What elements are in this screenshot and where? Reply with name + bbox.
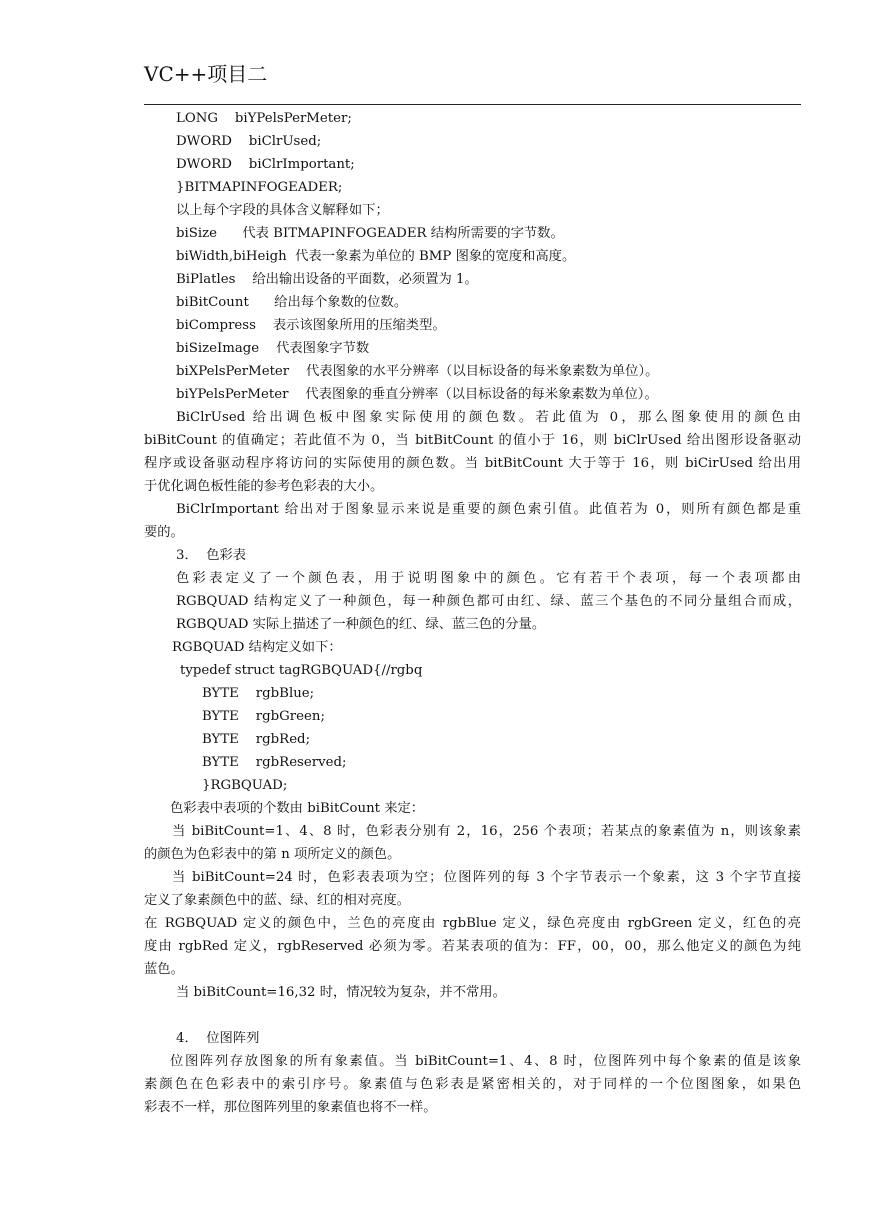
text-line: 色彩表定义了一个颜色表，用于说明图象中的颜色。它有若干个表项，每一个表项都由 bbox=[176, 571, 801, 586]
text-line: 于优化调色板性能的参考色彩表的大小。 bbox=[144, 479, 384, 494]
text-line: BiClrUsed 给出调色板中图象实际使用的颜色数。若此值为 0，那么图象使用的颜色由 bbox=[176, 410, 801, 425]
text-line: biWidth,biHeigh 代表一象素为单位的 BMP 图象的宽度和高度。 bbox=[176, 249, 576, 264]
blank-line bbox=[144, 1004, 801, 1027]
text-line: 当 biBitCount=24 时，色彩表表项为空；位图阵列的每 3 个字节表示一个象素，这 3 个字节直接 bbox=[172, 870, 801, 885]
page-header-title: VC++项目二 bbox=[144, 62, 268, 86]
text-line: 度由 rgbRed 定义，rgbReserved 必须为零。若某表项的值为：FF，00，00，那么他定义的颜色为纯 bbox=[144, 939, 801, 954]
text-line: 定义了象素颜色中的蓝、绿、红的相对亮度。 bbox=[144, 893, 410, 908]
text-line: DWORD biClrUsed; bbox=[176, 134, 322, 149]
text-line: 当 biBitCount=16,32 时，情况较为复杂，并不常用。 bbox=[176, 985, 506, 1000]
text-line: biYPelsPerMeter 代表图象的垂直分辨率（以目标设备的每米象素数为单位）。 bbox=[176, 387, 658, 402]
text-line: 要的。 bbox=[144, 525, 184, 540]
code-line: typedef struct tagRGBQUAD{//rgbq bbox=[180, 663, 423, 678]
text-line: LONG biYPelsPerMeter; bbox=[176, 111, 352, 126]
code-line: BYTE rgbGreen; bbox=[202, 709, 325, 724]
text-line: biCompress 表示该图象所用的压缩类型。 bbox=[176, 318, 446, 333]
text-line: 色彩表中表项的个数由 biBitCount 来定： bbox=[170, 801, 425, 816]
text-line: 位图阵列存放图象的所有象素值。当 biBitCount=1、4、8 时，位图阵列中每个象素的值是该象 bbox=[170, 1054, 801, 1069]
text-line: 素颜色在色彩表中的索引序号。象素值与色彩表是紧密相关的，对于同样的一个位图图象，如果色 bbox=[144, 1077, 801, 1092]
text-line: RGBQUAD 结构定义如下： bbox=[172, 640, 342, 655]
text-line: 在 RGBQUAD 定义的颜色中，兰色的亮度由 rgbBlue 定义，绿色亮度由 rgbGreen 定义，红色的亮 bbox=[144, 916, 801, 931]
text-line: biXPelsPerMeter 代表图象的水平分辨率（以目标设备的每米象素数为单位）。 bbox=[176, 364, 659, 379]
text-line: BiClrImportant 给出对于图象显示来说是重要的颜色索引值。此值若为 0，则所有颜色都是重 bbox=[176, 502, 801, 517]
text-line: 程序或设备驱动程序将访问的实际使用的颜色数。当 bitBitCount 大于等于 16，则 biCirUsed 给出用 bbox=[144, 456, 801, 471]
text-line: biSize 代表 BITMAPINFOGEADER 结构所需要的字节数。 bbox=[176, 226, 564, 241]
code-line: }RGBQUAD; bbox=[202, 778, 288, 793]
code-line: BYTE rgbReserved; bbox=[202, 755, 347, 770]
text-line: }BITMAPINFOGEADER; bbox=[176, 180, 343, 195]
text-line: biBitCount 的值确定；若此值不为 0，当 bitBitCount 的值小于 16，则 biClrUsed 给出图形设备驱动 bbox=[144, 433, 801, 448]
code-line: BYTE rgbBlue; bbox=[202, 686, 315, 701]
text-line: 当 biBitCount=1、4、8 时，色彩表分别有 2，16，256 个表项；若某点的象素值为 n，则该象素 bbox=[172, 824, 801, 839]
header-divider bbox=[144, 104, 801, 105]
text-line: RGBQUAD 结构定义了一种颜色，每一种颜色都可由红、绿、蓝三个基色的不同分量组合而成， bbox=[176, 594, 801, 609]
document-body bbox=[144, 107, 801, 1119]
text-line: 的颜色为色彩表中的第 n 项所定义的颜色。 bbox=[144, 847, 401, 862]
text-line: 彩表不一样，那位图阵列里的象素值也将不一样。 bbox=[144, 1100, 437, 1115]
text-line: RGBQUAD 实际上描述了一种颜色的红、绿、蓝三色的分量。 bbox=[176, 617, 546, 632]
text-line: 以上每个字段的具体含义解释如下； bbox=[176, 203, 389, 218]
text-line: biBitCount 给出每个象数的位数。 bbox=[176, 295, 408, 310]
section-heading: 3． 色彩表 bbox=[176, 548, 247, 563]
code-line: BYTE rgbRed; bbox=[202, 732, 311, 747]
text-line: 蓝色。 bbox=[144, 962, 184, 977]
section-heading: 4． 位图阵列 bbox=[176, 1031, 260, 1046]
text-line: biSizeImage 代表图象字节数 bbox=[176, 341, 370, 356]
text-line: DWORD biClrImportant; bbox=[176, 157, 355, 172]
text-line: BiPlatles 给出输出设备的平面数，必须置为 1。 bbox=[176, 272, 478, 287]
